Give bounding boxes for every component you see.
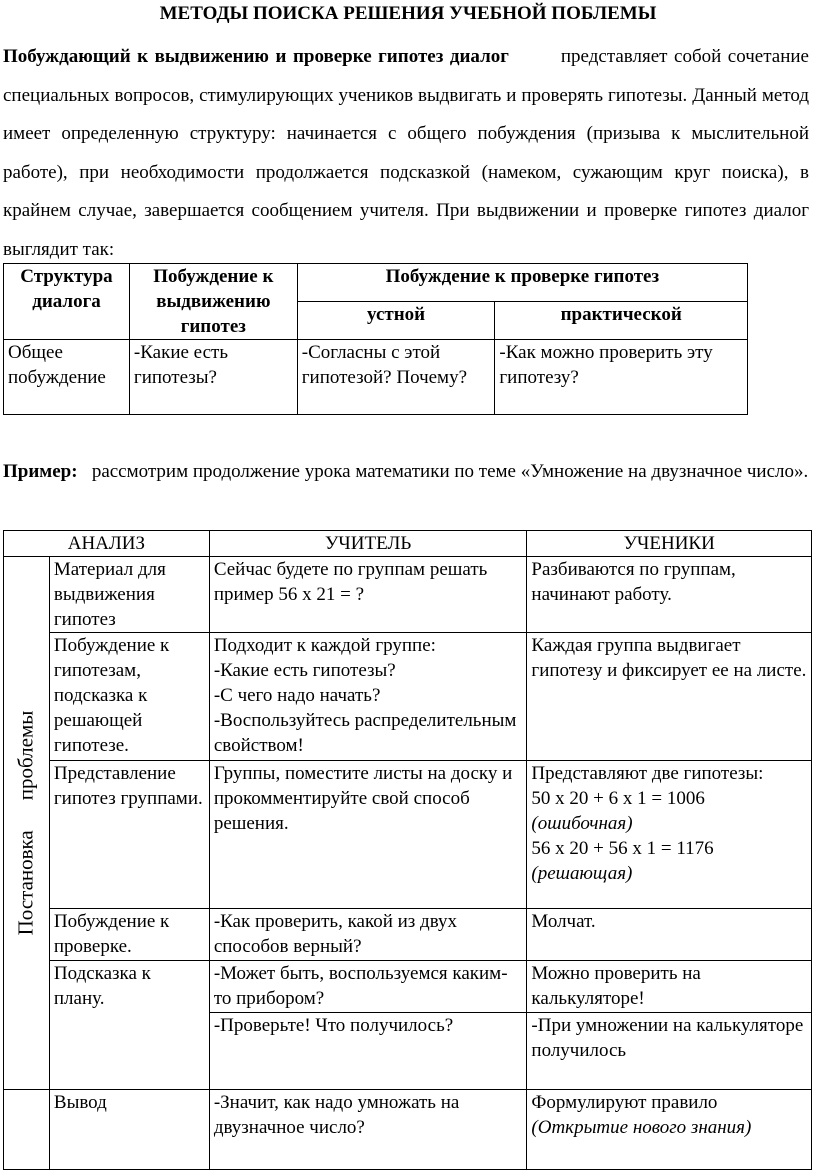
table-row bbox=[4, 909, 812, 961]
cell-students: Молчат. bbox=[527, 909, 812, 961]
cell-teacher: Подходит к каждой группе: -Какие есть гипотезы? -С чего надо начать? -Воспользуйтесь распределительным свойством! bbox=[209, 633, 527, 761]
header-check-hypotheses: Побуждение к проверке гипотез bbox=[297, 264, 747, 302]
cell-analysis: Побуждение к проверке. bbox=[49, 909, 209, 961]
cell-analysis: Вывод bbox=[49, 1090, 209, 1170]
cell-teacher: Сейчас будете по группам решать пример 56 х 21 = ? bbox=[209, 557, 527, 633]
header-oral: устной bbox=[297, 302, 495, 340]
cell-teacher: -Значит, как надо умножать на двузначное число? bbox=[209, 1090, 527, 1170]
cell-analysis: Побуждение к гипотезам, подсказка к решающей гипотезе. bbox=[49, 633, 209, 761]
page-title: МЕТОДЫ ПОИСКА РЕШЕНИЯ УЧЕБНОЙ ПОБЛЕМЫ bbox=[159, 3, 657, 24]
vertical-section-label: Постановкапроблемы bbox=[4, 557, 50, 1090]
cell-analysis: Представление гипотез группами. bbox=[49, 761, 209, 909]
cell-teacher: -Проверьте! Что получилось? bbox=[209, 1013, 527, 1090]
header-analysis: АНАЛИЗ bbox=[4, 531, 210, 557]
cell-students: Представляют две гипотезы: 50 х 20 + 6 х 1 = 1006 (ошибочная) 56 х 20 + 56 х 1 = 1176 (решающая) bbox=[527, 761, 812, 909]
dialog-structure-table bbox=[3, 263, 748, 415]
table-row bbox=[4, 961, 812, 1013]
header-structure: Структура диалога bbox=[4, 264, 130, 340]
table-row bbox=[4, 1090, 812, 1170]
intro-text: представляет собой сочетание специальных вопросов, стимулирующих учеников выдвигать и проверять гипотезы. Данный метод имеет определенную структуру: начинается с общего побуждения (призыва к мыслительной работе), при необходимости продолжается подсказкой (намеком, сужающим круг поиска), в крайнем случае, завершается сообщением учителя. При выдвижении и проверке гипотез диалог выглядит так: bbox=[3, 46, 809, 260]
cell-students: -При умножении на калькуляторе получилось bbox=[527, 1013, 812, 1090]
lesson-table bbox=[3, 530, 812, 1170]
table-row bbox=[4, 633, 812, 761]
cell-teacher: Группы, поместите листы на доску и прокомментируйте свой способ решения. bbox=[209, 761, 527, 909]
header-promote-hypotheses: Побуждение к выдвижению гипотез bbox=[129, 264, 297, 340]
cell-teacher: -Как проверить, какой из двух способов верный? bbox=[209, 909, 527, 961]
cell-students: Можно проверить на калькуляторе! bbox=[527, 961, 812, 1013]
cell-analysis: Материал для выдвижения гипотез bbox=[49, 557, 209, 633]
intro-paragraph bbox=[3, 38, 809, 269]
cell-students: Формулируют правило (Открытие нового знания) bbox=[527, 1090, 812, 1170]
cell-empty bbox=[4, 1090, 50, 1170]
cell-practical: -Как можно проверить эту гипотезу? bbox=[495, 340, 748, 415]
cell-analysis: Подсказка к плану. bbox=[49, 961, 209, 1090]
example-lead: Пример: bbox=[3, 461, 78, 482]
cell-students: Каждая группа выдвигает гипотезу и фиксирует ее на листе. bbox=[527, 633, 812, 761]
header-teacher: УЧИТЕЛЬ bbox=[209, 531, 527, 557]
table-row bbox=[4, 761, 812, 909]
row-label-general: Общее побуждение bbox=[4, 340, 130, 415]
example-text: рассмотрим продолжение урока математики по теме «Умножение на двузначное число». bbox=[91, 461, 809, 482]
cell-oral: -Согласны с этой гипотезой? Почему? bbox=[297, 340, 495, 415]
example-paragraph bbox=[3, 452, 809, 492]
header-students: УЧЕНИКИ bbox=[527, 531, 812, 557]
cell-promote: -Какие есть гипотезы? bbox=[129, 340, 297, 415]
cell-students: Разбиваются по группам, начинают работу. bbox=[527, 557, 812, 633]
header-practical: практической bbox=[495, 302, 748, 340]
table-row bbox=[4, 557, 812, 633]
cell-teacher: -Может быть, воспользуемся каким-то прибором? bbox=[209, 961, 527, 1013]
intro-lead: Побуждающий к выдвижению и проверке гипотез диалог bbox=[3, 46, 509, 67]
